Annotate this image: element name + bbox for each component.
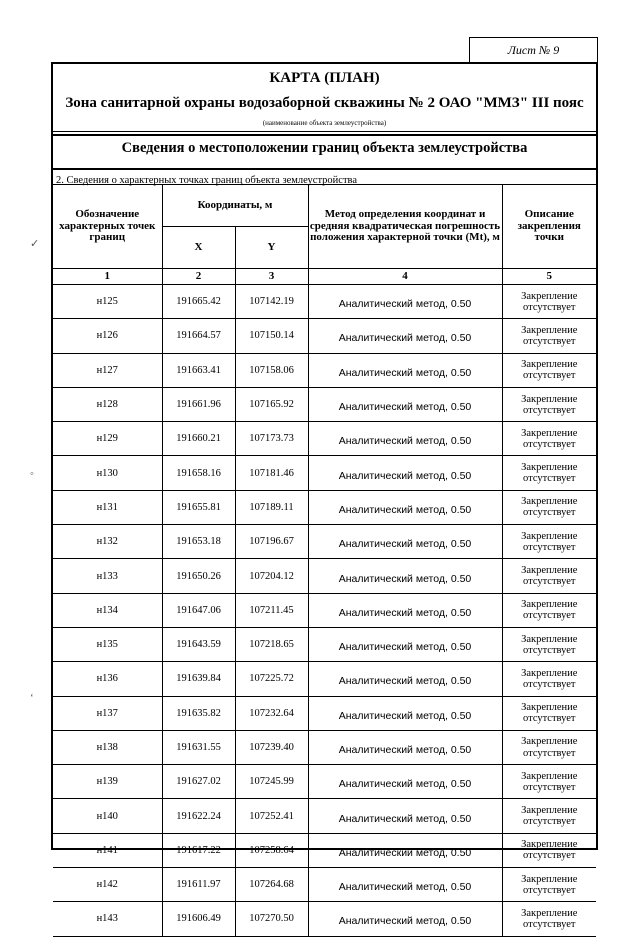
point-cell: н140: [53, 799, 162, 833]
object-caption: (наименование объекта землеустройства): [262, 119, 387, 127]
x-cell: 191655.81: [162, 490, 235, 524]
table-row: [53, 525, 596, 559]
method-cell: Аналитический метод, 0.50: [308, 799, 502, 833]
col-number: 2: [162, 269, 235, 285]
point-cell: н141: [53, 833, 162, 867]
table-row: [53, 319, 596, 353]
col-header-fix: Описание закрепления точки: [502, 185, 596, 269]
method-cell: Аналитический метод, 0.50: [308, 387, 502, 421]
method-cell: Аналитический метод, 0.50: [308, 559, 502, 593]
table-row: [53, 799, 596, 833]
object-name: Зона санитарной охраны водозаборной скважины № 2 ОАО "ММЗ" III пояс: [65, 95, 584, 111]
fix-cell: Закрепление отсутствует: [502, 765, 596, 799]
table-row: [53, 868, 596, 902]
point-cell: н126: [53, 319, 162, 353]
y-cell: 107189.11: [235, 490, 308, 524]
fix-cell: Закрепление отсутствует: [502, 422, 596, 456]
fix-cell: Закрепление отсутствует: [502, 662, 596, 696]
divider: [53, 131, 596, 132]
method-cell: Аналитический метод, 0.50: [308, 765, 502, 799]
method-cell: Аналитический метод, 0.50: [308, 696, 502, 730]
col-number: 1: [53, 269, 162, 285]
y-cell: 107232.64: [235, 696, 308, 730]
col-header-x: X: [162, 227, 235, 269]
method-cell: Аналитический метод, 0.50: [308, 868, 502, 902]
y-cell: 107204.12: [235, 559, 308, 593]
method-cell: Аналитический метод, 0.50: [308, 456, 502, 490]
point-cell: н128: [53, 387, 162, 421]
fix-cell: Закрепление отсутствует: [502, 730, 596, 764]
fix-cell: Закрепление отсутствует: [502, 559, 596, 593]
method-cell: Аналитический метод, 0.50: [308, 490, 502, 524]
point-cell: н134: [53, 593, 162, 627]
fix-cell: Закрепление отсутствует: [502, 353, 596, 387]
method-cell: Аналитический метод, 0.50: [308, 285, 502, 319]
method-cell: Аналитический метод, 0.50: [308, 730, 502, 764]
table-row: [53, 765, 596, 799]
col-number: 3: [235, 269, 308, 285]
col-header-y: Y: [235, 227, 308, 269]
point-cell: н132: [53, 525, 162, 559]
y-cell: 107258.64: [235, 833, 308, 867]
table-row: [53, 490, 596, 524]
fix-cell: Закрепление отсутствует: [502, 627, 596, 661]
table-row: [53, 627, 596, 661]
method-cell: Аналитический метод, 0.50: [308, 353, 502, 387]
divider: [53, 134, 596, 136]
col-header-method: Метод определения координат и средняя квадратическая погрешность положения характерной точки (Mt), м: [308, 185, 502, 269]
y-cell: 107150.14: [235, 319, 308, 353]
point-cell: н130: [53, 456, 162, 490]
method-cell: Аналитический метод, 0.50: [308, 319, 502, 353]
fix-cell: Закрепление отсутствует: [502, 833, 596, 867]
fix-cell: Закрепление отсутствует: [502, 456, 596, 490]
table-row: [53, 662, 596, 696]
table-row: [53, 833, 596, 867]
table-row: [53, 456, 596, 490]
y-cell: 107181.46: [235, 456, 308, 490]
y-cell: 107225.72: [235, 662, 308, 696]
subsection-title: 2. Сведения о характерных точках границ объекта землеустройства: [56, 175, 358, 186]
method-cell: Аналитический метод, 0.50: [308, 833, 502, 867]
x-cell: 191631.55: [162, 730, 235, 764]
margin-mark: ʻ: [30, 692, 34, 704]
fix-cell: Закрепление отсутствует: [502, 285, 596, 319]
y-cell: 107142.19: [235, 285, 308, 319]
sheet-number: Лист № 9: [469, 37, 598, 62]
y-cell: 107218.65: [235, 627, 308, 661]
x-cell: 191622.24: [162, 799, 235, 833]
table-row: [53, 422, 596, 456]
x-cell: 191611.97: [162, 868, 235, 902]
method-cell: Аналитический метод, 0.50: [308, 422, 502, 456]
x-cell: 191658.16: [162, 456, 235, 490]
y-cell: 107239.40: [235, 730, 308, 764]
point-cell: н125: [53, 285, 162, 319]
x-cell: 191647.06: [162, 593, 235, 627]
fix-cell: Закрепление отсутствует: [502, 799, 596, 833]
fix-cell: Закрепление отсутствует: [502, 490, 596, 524]
document-title: КАРТА (ПЛАН): [269, 70, 380, 86]
x-cell: 191627.02: [162, 765, 235, 799]
col-number: 5: [502, 269, 596, 285]
fix-cell: Закрепление отсутствует: [502, 593, 596, 627]
point-cell: н135: [53, 627, 162, 661]
method-cell: Аналитический метод, 0.50: [308, 593, 502, 627]
method-cell: Аналитический метод, 0.50: [308, 627, 502, 661]
fix-cell: Закрепление отсутствует: [502, 525, 596, 559]
margin-mark: ✓: [30, 238, 40, 250]
margin-mark: ◦: [30, 468, 34, 480]
y-cell: 107158.06: [235, 353, 308, 387]
table-row: [53, 730, 596, 764]
x-cell: 191663.41: [162, 353, 235, 387]
fix-cell: Закрепление отсутствует: [502, 319, 596, 353]
points-table: [53, 184, 596, 937]
y-cell: 107165.92: [235, 387, 308, 421]
document-frame: [51, 62, 598, 930]
y-cell: 107173.73: [235, 422, 308, 456]
point-cell: н129: [53, 422, 162, 456]
x-cell: 191650.26: [162, 559, 235, 593]
fix-cell: Закрепление отсутствует: [502, 696, 596, 730]
table-row: [53, 387, 596, 421]
method-cell: Аналитический метод, 0.50: [308, 525, 502, 559]
col-header-point: Обозначение характерных точек границ: [53, 185, 162, 269]
table-row: [53, 902, 596, 936]
x-cell: 191617.22: [162, 833, 235, 867]
x-cell: 191635.82: [162, 696, 235, 730]
point-cell: н143: [53, 902, 162, 936]
table-row: [53, 559, 596, 593]
y-cell: 107270.50: [235, 902, 308, 936]
method-cell: Аналитический метод, 0.50: [308, 662, 502, 696]
point-cell: н142: [53, 868, 162, 902]
fix-cell: Закрепление отсутствует: [502, 902, 596, 936]
y-cell: 107252.41: [235, 799, 308, 833]
point-cell: н131: [53, 490, 162, 524]
x-cell: 191665.42: [162, 285, 235, 319]
table-row: [53, 593, 596, 627]
point-cell: н139: [53, 765, 162, 799]
section-title: Сведения о местоположении границ объекта землеустройства: [121, 140, 528, 156]
point-cell: н138: [53, 730, 162, 764]
col-number: 4: [308, 269, 502, 285]
x-cell: 191653.18: [162, 525, 235, 559]
method-cell: Аналитический метод, 0.50: [308, 902, 502, 936]
x-cell: 191639.84: [162, 662, 235, 696]
y-cell: 107211.45: [235, 593, 308, 627]
fix-cell: Закрепление отсутствует: [502, 387, 596, 421]
divider: [53, 168, 596, 170]
x-cell: 191664.57: [162, 319, 235, 353]
fix-cell: Закрепление отсутствует: [502, 868, 596, 902]
point-cell: н127: [53, 353, 162, 387]
col-header-coords: Координаты, м: [162, 185, 308, 227]
y-cell: 107264.68: [235, 868, 308, 902]
point-cell: н137: [53, 696, 162, 730]
point-cell: н133: [53, 559, 162, 593]
table-row: [53, 353, 596, 387]
x-cell: 191606.49: [162, 902, 235, 936]
x-cell: 191660.21: [162, 422, 235, 456]
y-cell: 107245.99: [235, 765, 308, 799]
x-cell: 191643.59: [162, 627, 235, 661]
x-cell: 191661.96: [162, 387, 235, 421]
table-row: [53, 696, 596, 730]
point-cell: н136: [53, 662, 162, 696]
table-row: [53, 285, 596, 319]
y-cell: 107196.67: [235, 525, 308, 559]
